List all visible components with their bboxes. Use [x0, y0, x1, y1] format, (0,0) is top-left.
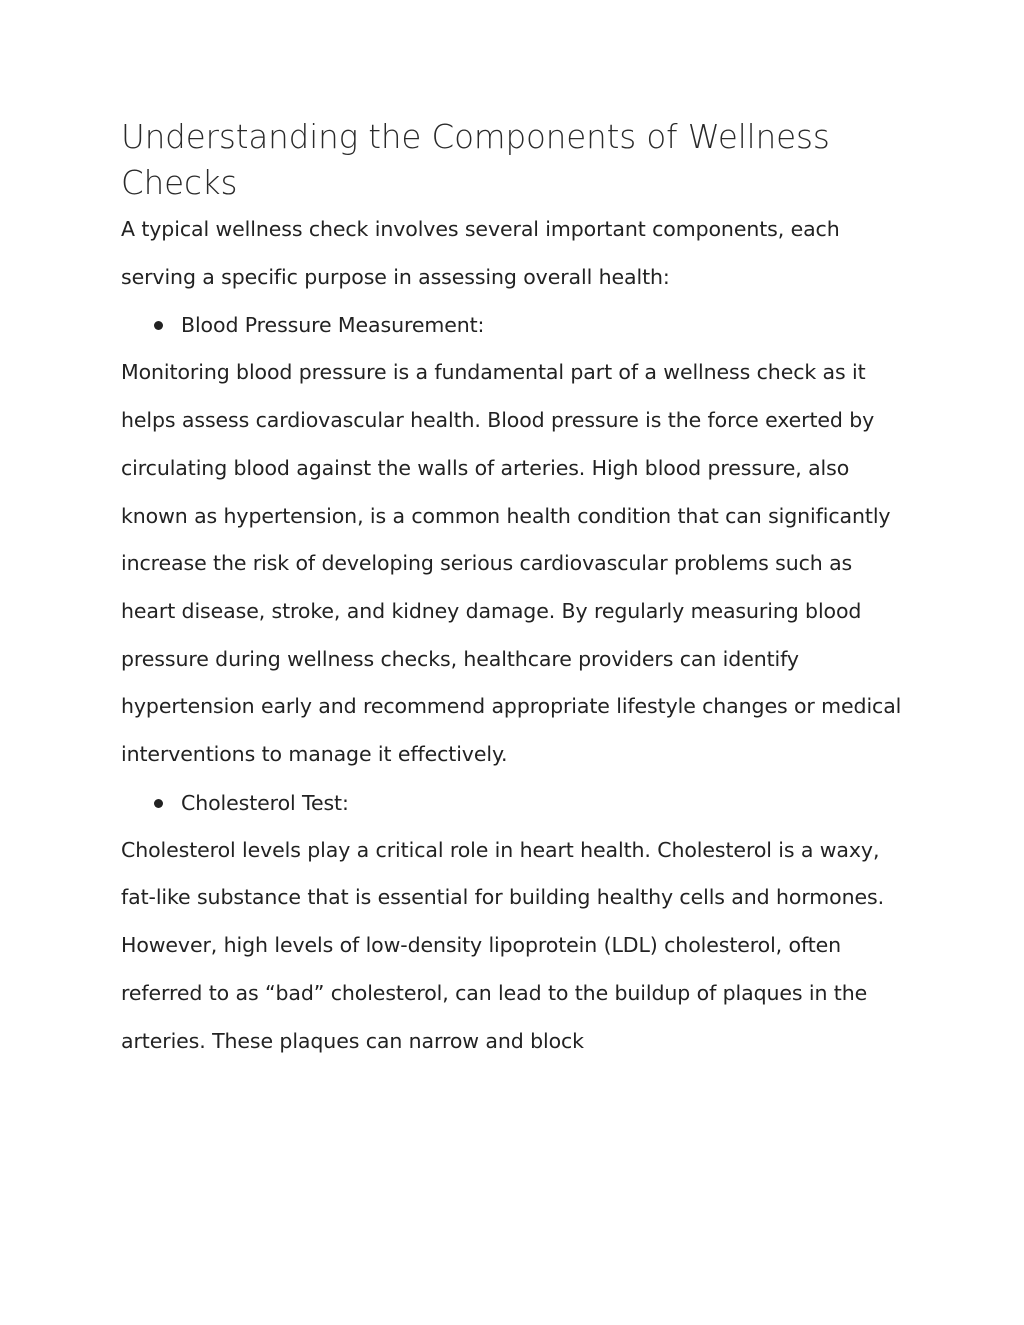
list-item-blood-pressure: [121, 301, 911, 349]
document-title: Understanding the Components of Wellness Checks: [121, 118, 830, 202]
bullet-icon: [154, 321, 163, 330]
bullet-list: [121, 301, 911, 349]
list-item-cholesterol: [121, 779, 911, 827]
section-heading: Cholesterol Test:: [181, 790, 349, 815]
intro-paragraph: A typical wellness check involves several important components, each serving a specific purpose in assessing overall health:: [121, 217, 840, 289]
blood-pressure-paragraph: Monitoring blood pressure is a fundamental part of a wellness check as it helps assess cardiovascular health. Blood pressure is the force exerted by circulating blood against the walls of arteries. High blood pressure, also known as hypertension, is a common health condition that can significantly increase the risk of developing serious cardiovascular problems such as heart disease, stroke, and kidney damage. By regularly measuring blood pressure during wellness checks, healthcare providers can identify hypertension early and recommend appropriate lifestyle changes or medical interventions to manage it effectively.: [121, 360, 902, 767]
bullet-list: [121, 779, 911, 827]
section-heading: Blood Pressure Measurement:: [181, 313, 485, 338]
document-content: [121, 114, 911, 1065]
bullet-icon: [154, 799, 163, 808]
cholesterol-paragraph: Cholesterol levels play a critical role in heart health. Cholesterol is a waxy, fat-like substance that is essential for building healthy cells and hormones. However, high levels of low-density lipoprotein (LDL) cholesterol, often referred to as “bad” cholesterol, can lead to the buildup of plaques in the arteries. These plaques can narrow and block: [121, 837, 885, 1053]
